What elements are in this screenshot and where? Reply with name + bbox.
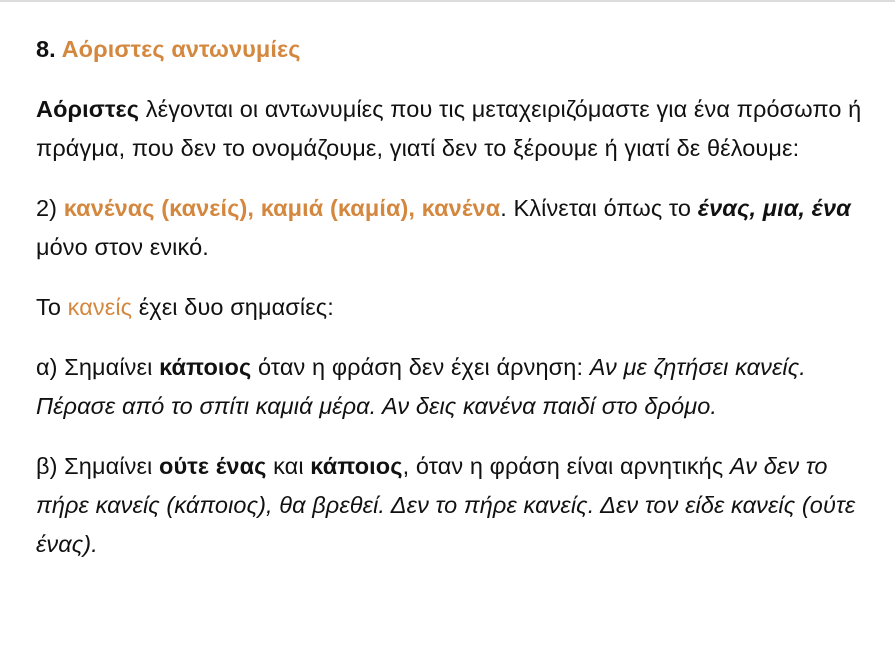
meaning-a-keyword: κάποιος [159, 354, 252, 380]
section-title: Αόριστες αντωνυμίες [61, 36, 301, 62]
item-2-paragraph [36, 189, 876, 267]
definition-term: Αόριστες [36, 96, 140, 122]
meanings-intro-paragraph [36, 288, 876, 327]
item-2-text-1: . Κλίνεται όπως το [500, 195, 698, 221]
item-2-prefix: 2) [36, 195, 64, 221]
meaning-b-mid: και [266, 453, 311, 479]
meanings-intro-pre: Το [36, 294, 68, 320]
section-heading [36, 30, 876, 69]
item-2-text-2: μόνο στον ενικό. [36, 234, 209, 260]
item-2-example: ένας, μια, ένα [697, 195, 851, 221]
meaning-b-examples: Αν δεν το πήρε κανείς (κάποιος), θα βρεθεί. Δεν το πήρε κανείς. Δεν τον είδε κανείς (ούτε ένας). [36, 453, 856, 557]
meaning-b-text: , όταν η φράση είναι αρνητικής [402, 453, 730, 479]
meanings-intro-post: έχει δυο σημασίες: [132, 294, 334, 320]
meaning-b-keyword-2: κάποιος [310, 453, 403, 479]
meanings-intro-word: κανείς [67, 294, 133, 320]
meaning-a-text: όταν η φράση δεν έχει άρνηση: [251, 354, 590, 380]
top-divider [0, 0, 895, 2]
section-number: 8. [36, 36, 56, 62]
meaning-a-examples: Αν με ζητήσει κανείς. Πέρασε από το σπίτι καμιά μέρα. Αν δεις κανένα παιδί στο δρόμο. [36, 354, 806, 419]
item-2-forms: κανένας (κανείς), καμιά (καμία), κανένα [63, 195, 501, 221]
document-body [36, 30, 876, 585]
meaning-b-prefix: β) Σημαίνει [36, 453, 159, 479]
meaning-a-paragraph [36, 348, 876, 426]
definition-text: λέγονται οι αντωνυμίες που τις μεταχειριζόμαστε για ένα πρόσωπο ή πράγμα, που δεν το ονομάζουμε, γιατί δεν το ξέρουμε ή γιατί δε θέλουμε: [36, 96, 862, 161]
meaning-a-prefix: α) Σημαίνει [36, 354, 160, 380]
meaning-b-keyword-1: ούτε ένας [159, 453, 267, 479]
definition-paragraph [36, 90, 876, 168]
meaning-b-paragraph [36, 447, 876, 564]
